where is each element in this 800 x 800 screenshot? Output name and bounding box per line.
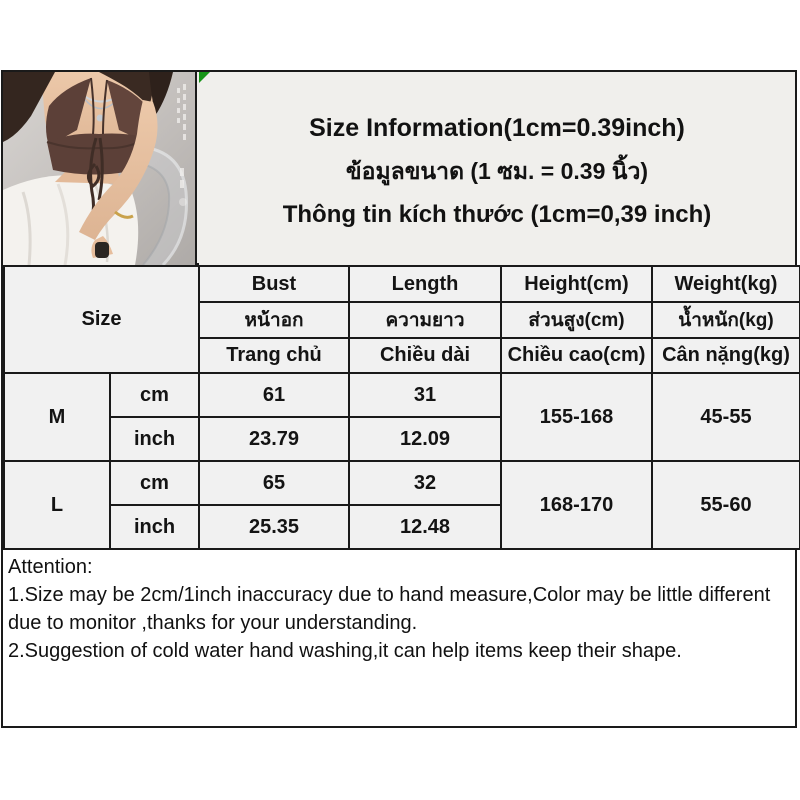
title-cell [199,72,795,265]
m-length-cm: 31 [349,373,501,417]
col-header-height-vi: Chiều cao(cm) [501,338,652,373]
m-bust-cm: 61 [199,373,349,417]
product-photo-illustration [3,72,197,265]
col-header-length-vi: Chiều dài [349,338,501,373]
m-height-range: 155-168 [501,373,652,461]
header-row-english [4,266,800,302]
m-bust-inch: 23.79 [199,417,349,461]
attention-note-1: 1.Size may be 2cm/1inch inaccuracy due to hand measure,Color may be little different [8,584,771,606]
size-m-label: M [4,373,110,461]
l-height-range: 168-170 [501,461,652,549]
l-weight-range: 55-60 [652,461,800,549]
col-header-bust-vi: Trang chủ [199,338,349,373]
col-header-bust-en: Bust [199,266,349,302]
col-header-weight-en: Weight(kg) [652,266,800,302]
unit-cm-m: cm [110,373,199,417]
col-header-weight-th: น้ำหนัก(kg) [652,302,800,338]
row-m-cm [4,373,800,417]
col-header-weight-vi: Cân nặng(kg) [652,338,800,373]
title-english: Size Information(1cm=0.39inch) [309,114,685,142]
size-header: Size [4,266,199,373]
size-table [3,265,800,550]
attention-section [3,550,795,726]
col-header-height-th: ส่วนสูง(cm) [501,302,652,338]
unit-cm-l: cm [110,461,199,505]
phone [95,242,109,258]
attention-note-2: 2.Suggestion of cold water hand washing,it can help items keep their shape. [8,640,682,662]
l-length-cm: 32 [349,461,501,505]
l-bust-cm: 65 [199,461,349,505]
unit-inch-l: inch [110,505,199,549]
row-l-cm [4,461,800,505]
unit-inch-m: inch [110,417,199,461]
m-weight-range: 45-55 [652,373,800,461]
top-band [3,72,795,265]
content-frame [1,70,797,728]
col-header-bust-th: หน้าอก [199,302,349,338]
attention-note-1-cont: due to monitor ,thanks for your understanding. [8,612,418,634]
title-thai: ข้อมูลขนาด (1 ซม. = 0.39 นิ้ว) [345,158,649,184]
title-vietnamese: Thông tin kích thước (1cm=0,39 inch) [282,201,712,228]
m-length-inch: 12.09 [349,417,501,461]
l-length-inch: 12.48 [349,505,501,549]
product-photo [3,72,197,265]
attention-heading: Attention: [8,556,93,578]
cell-corner-flag [199,72,210,83]
size-l-label: L [4,461,110,549]
col-header-height-en: Height(cm) [501,266,652,302]
col-header-length-th: ความยาว [349,302,501,338]
l-bust-inch: 25.35 [199,505,349,549]
col-header-length-en: Length [349,266,501,302]
